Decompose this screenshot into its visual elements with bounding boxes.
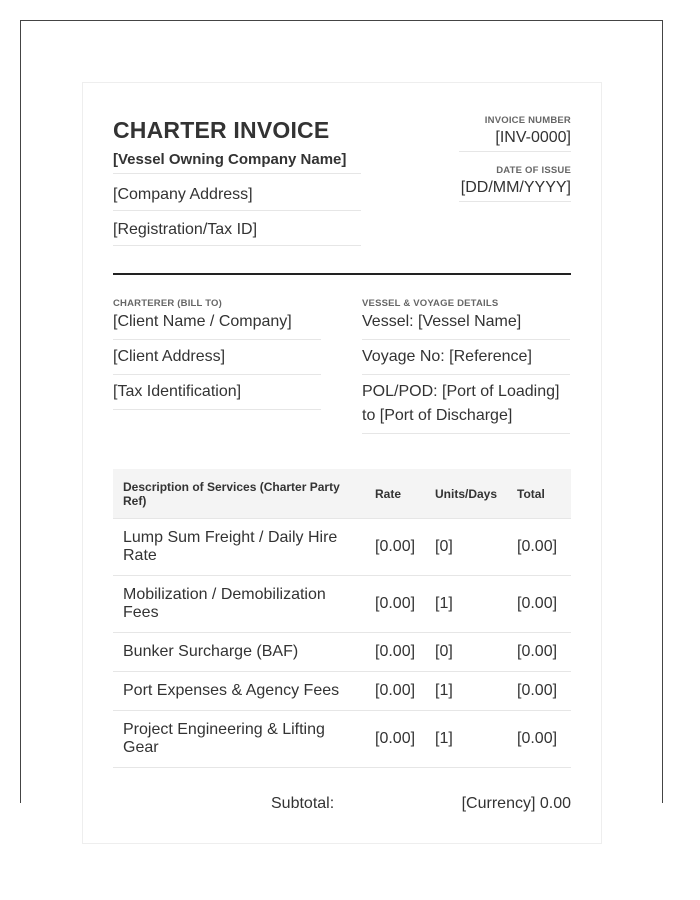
- row-description: Project Engineering & Lifting Gear: [113, 711, 369, 768]
- charterer-label: CHARTERER (BILL TO): [113, 298, 223, 309]
- issue-date-label: DATE OF ISSUE: [496, 165, 571, 176]
- invoice-number-block: [459, 115, 571, 152]
- row-units: [0]: [429, 519, 511, 576]
- row-description: Bunker Surcharge (BAF): [113, 633, 369, 672]
- voyage-number: Voyage No: [Reference]: [362, 345, 570, 375]
- invoice-title: CHARTER INVOICE: [113, 117, 330, 143]
- table-row: [113, 633, 571, 672]
- row-description: Mobilization / Demobilization Fees: [113, 576, 369, 633]
- row-total: [0.00]: [511, 519, 571, 576]
- row-rate: [0.00]: [369, 633, 429, 672]
- row-description: Port Expenses & Agency Fees: [113, 672, 369, 711]
- company-registration: [Registration/Tax ID]: [113, 221, 361, 246]
- row-total: [0.00]: [511, 633, 571, 672]
- column-header-units: Units/Days: [429, 469, 511, 519]
- invoice-number-label: INVOICE NUMBER: [484, 115, 571, 126]
- row-total: [0.00]: [511, 711, 571, 768]
- row-total: [0.00]: [511, 576, 571, 633]
- vessel-name: Vessel: [Vessel Name]: [362, 310, 570, 340]
- invoice-number-value: [INV-0000]: [459, 129, 571, 152]
- row-total: [0.00]: [511, 672, 571, 711]
- row-rate: [0.00]: [369, 519, 429, 576]
- issue-date-value: [DD/MM/YYYY]: [459, 179, 571, 202]
- charterer-tax-id: [Tax Identification]: [113, 380, 321, 410]
- charterer-name: [Client Name / Company]: [113, 310, 321, 340]
- table-row: [113, 576, 571, 633]
- header-divider: [113, 273, 571, 275]
- subtotal-label: Subtotal:: [271, 795, 335, 812]
- subtotal-value: [Currency] 0.00: [461, 795, 571, 812]
- services-table: [113, 469, 571, 768]
- row-rate: [0.00]: [369, 672, 429, 711]
- table-header-row: [113, 469, 571, 519]
- issue-date-block: [459, 165, 571, 202]
- invoice-document: [82, 82, 602, 844]
- table-row: [113, 672, 571, 711]
- ports-of-loading-discharge: POL/POD: [Port of Loading] to [Port of Discharge]: [362, 380, 570, 434]
- column-header-description: Description of Services (Charter Party Ref): [113, 469, 369, 519]
- row-rate: [0.00]: [369, 711, 429, 768]
- table-row: [113, 519, 571, 576]
- row-rate: [0.00]: [369, 576, 429, 633]
- charterer-address: [Client Address]: [113, 345, 321, 375]
- row-units: [1]: [429, 576, 511, 633]
- table-row: [113, 711, 571, 768]
- row-units: [1]: [429, 711, 511, 768]
- row-units: [0]: [429, 633, 511, 672]
- column-header-rate: Rate: [369, 469, 429, 519]
- vessel-details-label: VESSEL & VOYAGE DETAILS: [362, 298, 499, 309]
- row-description: Lump Sum Freight / Daily Hire Rate: [113, 519, 369, 576]
- row-units: [1]: [429, 672, 511, 711]
- page-viewport[interactable]: [20, 20, 663, 812]
- company-name: [Vessel Owning Company Name]: [113, 151, 361, 174]
- company-address: [Company Address]: [113, 186, 361, 211]
- column-header-total: Total: [511, 469, 571, 519]
